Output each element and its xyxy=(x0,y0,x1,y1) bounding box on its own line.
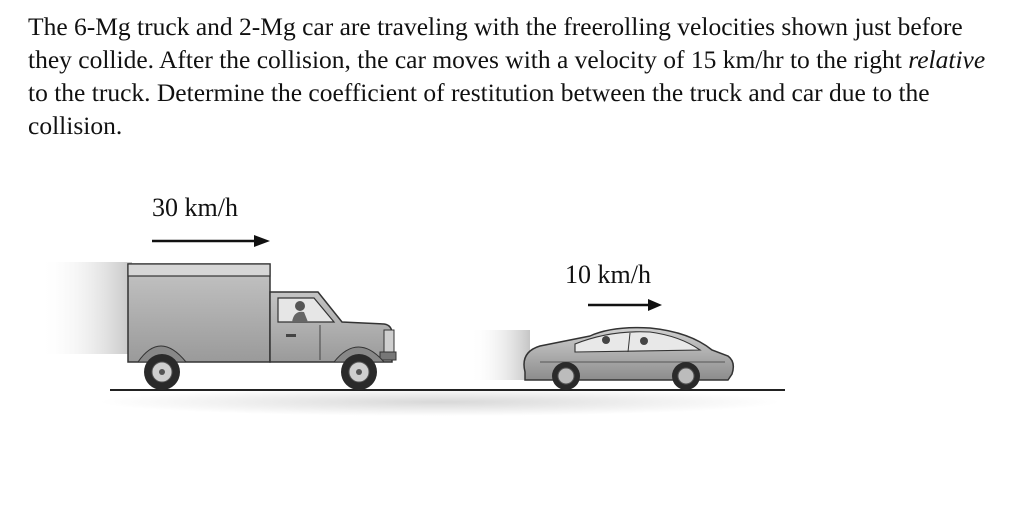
truck-rear-wheel xyxy=(144,354,180,390)
car-front-wheel xyxy=(672,362,700,390)
truck-speed-label: 30 km/h xyxy=(152,193,238,222)
truck-motion-blur xyxy=(40,262,132,354)
car-velocity-arrow xyxy=(588,299,662,311)
car-motion-blur xyxy=(470,330,530,380)
problem-emphasis: relative xyxy=(908,45,986,74)
car-speed-label: 10 km/h xyxy=(565,260,651,289)
problem-text-part2: to the truck. Determine the coefficient of restitution between the truck and car due to the collision. xyxy=(28,78,930,140)
car xyxy=(524,328,733,390)
truck-front-wheel xyxy=(341,354,377,390)
truck xyxy=(128,264,396,390)
problem-text-part1: The 6-Mg truck and 2-Mg car are traveling with the freerolling velocities shown just before they collide. After the collision, the car moves with a velocity of 15 km/hr to the right xyxy=(28,12,963,74)
ground-shadow xyxy=(100,388,780,416)
truck-velocity-arrow xyxy=(152,235,270,247)
car-rear-wheel xyxy=(552,362,580,390)
